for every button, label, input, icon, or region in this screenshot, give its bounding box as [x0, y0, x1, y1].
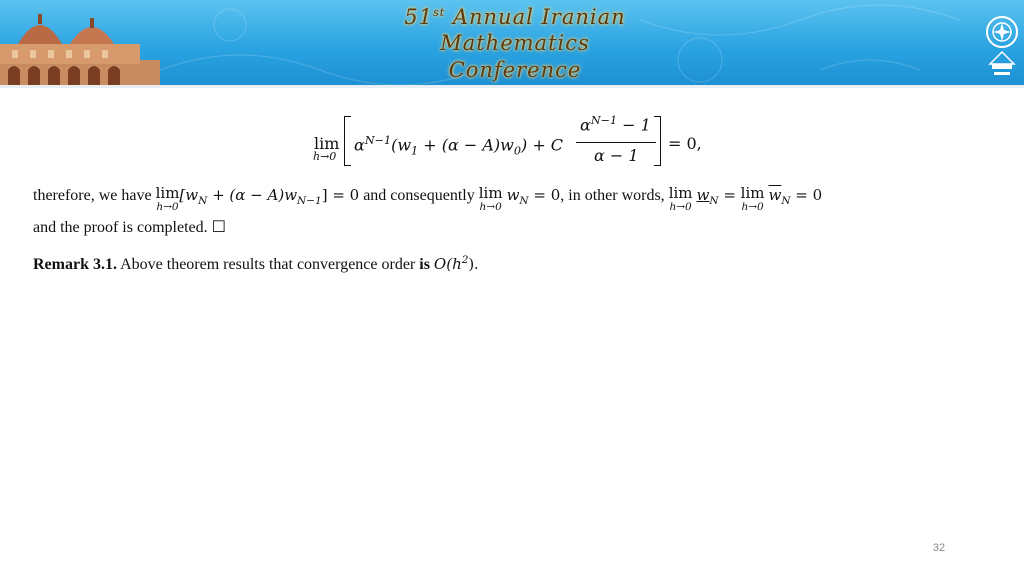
- conference-title-line1: 51st Annual Iranian: [404, 5, 626, 29]
- fraction-denominator: α − 1: [594, 146, 639, 165]
- equation-main-terms: $\alpha^{N-1}(w_1 + (\alpha - A)w_0) + C$: [354, 134, 564, 158]
- inline-limit-2: lim h→0: [478, 184, 503, 213]
- conference-title: [385, 4, 645, 83]
- paragraph-line1: [33, 186, 822, 213]
- remark-text: Above theorem results that convergence order: [116, 256, 420, 273]
- inline-limit-1: lim h→0: [155, 184, 180, 213]
- equation-rhs: = 0,: [668, 134, 702, 153]
- paragraph-other-words: , in other words,: [560, 187, 669, 204]
- fraction-bar: [576, 142, 656, 143]
- paragraph-intro: therefore, we have: [33, 187, 156, 204]
- remark-is: is: [419, 256, 430, 273]
- building-illustration: [0, 0, 160, 86]
- equation-lim: lim: [314, 134, 340, 153]
- right-bracket: [654, 116, 661, 166]
- paragraph-consequently: and consequently: [359, 187, 479, 204]
- remark: Remark 3.1. Above theorem results that convergence order is $O(h^2)$.: [33, 254, 479, 273]
- inline-limit-3: lim h→0: [668, 184, 693, 213]
- inline-expression-3: $w_N$ =: [696, 186, 741, 207]
- fraction-numerator: $\alpha^{N-1} - 1$: [580, 114, 651, 135]
- inline-expression-2: $w_N = 0$: [506, 186, 561, 207]
- conference-title-line2: Mathematics Conference: [440, 31, 590, 82]
- header-banner: [0, 0, 1024, 88]
- left-bracket: [344, 116, 351, 166]
- remark-label: Remark 3.1.: [33, 256, 117, 273]
- inline-expression-1: $[w_N + (\alpha - A)w_{N-1}] = 0$: [179, 186, 360, 207]
- remark-order: $O(h^2)$: [433, 254, 475, 273]
- equation-lim-subscript: h→0: [313, 150, 337, 163]
- inline-expression-4: $\overline{w}_N = 0$: [768, 186, 823, 207]
- university-emblem-icon: [984, 12, 1020, 78]
- inline-limit-4: lim h→0: [740, 184, 765, 213]
- paragraph-line2: and the proof is completed. ☐: [33, 219, 226, 236]
- page-number: 32: [932, 542, 946, 554]
